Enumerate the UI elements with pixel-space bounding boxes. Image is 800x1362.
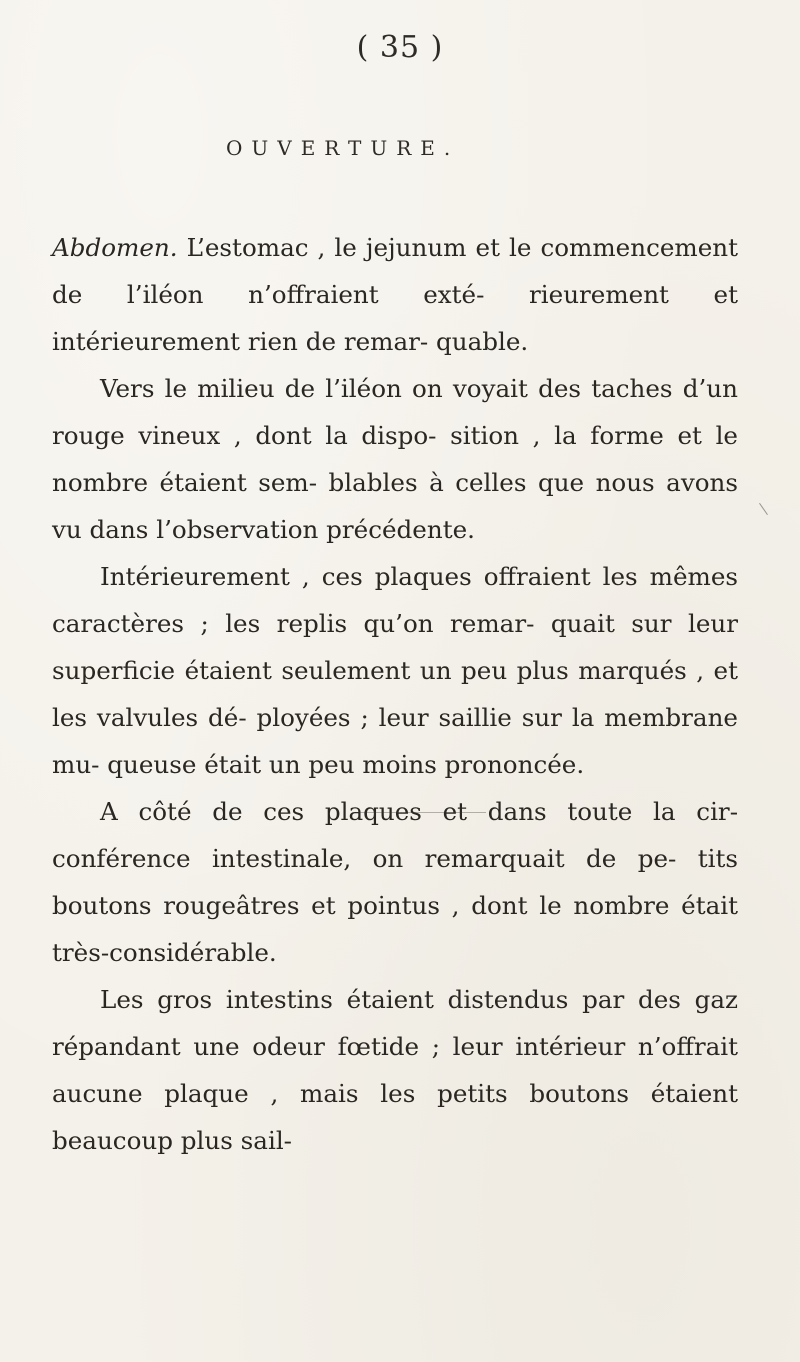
paragraph-text: L’estomac , le jejunum et le commencement de l’iléon n’offraient exté- rieurement et intérieurement rien de remar- quable. <box>52 233 738 356</box>
body-text <box>52 224 738 1164</box>
paragraph-lead: Abdomen. <box>52 233 178 262</box>
paragraph-interieurement: Intérieurement , ces plaques offraient les mêmes caractères ; les replis qu’on remar- quait sur leur superficie étaient seulement un peu plus marqués , et les valvules dé- ployées ; leur saillie sur la membrane mu- queuse était un peu moins prononcée. <box>52 562 738 779</box>
page-number: ( 35 ) <box>356 30 444 65</box>
paragraph-boutons: A côté de ces plaques et dans toute la cir- conférence intestinale, on remarquait de pe- tits boutons rougeâtres et pointus , dont le nombre était très-considérable. <box>52 797 738 967</box>
paragraph-taches: Vers le milieu de l’iléon on voyait des taches d’un rouge vineux , dont la dispo- sition , la forme et le nombre étaient sem- blables à celles que nous avons vu dans l’observation précédente. <box>52 374 738 544</box>
underline-smudge <box>356 812 486 813</box>
paragraph-abdomen <box>52 224 738 365</box>
section-heading: OUVERTURE. <box>226 136 460 160</box>
margin-mark <box>759 503 768 515</box>
paragraph-gros-intestins: Les gros intestins étaient distendus par des gaz répandant une odeur fœtide ; leur intérieur n’offrait aucune plaque , mais les petits boutons étaient beaucoup plus sail- <box>52 985 738 1155</box>
